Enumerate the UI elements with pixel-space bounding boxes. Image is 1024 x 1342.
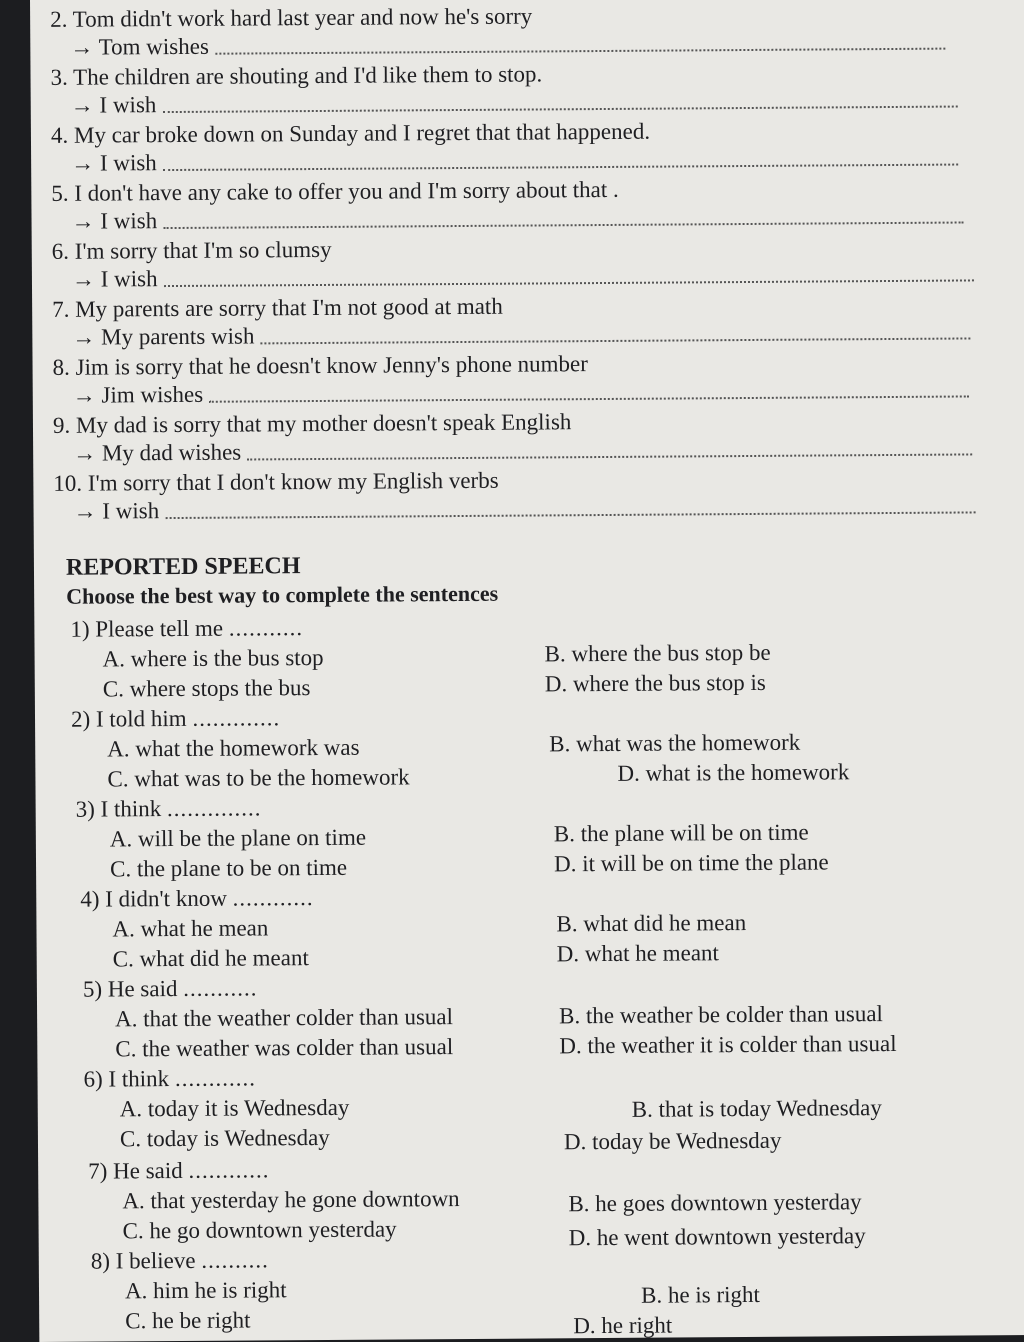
wish-question-6: 6. I'm sorry that I'm so clumsy <box>51 236 332 264</box>
answer-blank[interactable] <box>247 453 972 460</box>
wish-answer-line-6[interactable] <box>72 261 974 290</box>
section-title: REPORTED SPEECH <box>65 553 301 581</box>
option-b[interactable]: B. he goes downtown yesterday <box>568 1189 862 1217</box>
option-a[interactable]: A. today it is Wednesday <box>119 1094 350 1122</box>
wish-question-8: 8. Jim is sorry that he doesn't know Jenny's phone number <box>52 351 588 380</box>
option-a[interactable]: A. where is the bus stop <box>102 644 324 672</box>
wish-prompt: → My parents wish <box>72 323 255 350</box>
answer-blank[interactable] <box>162 106 957 114</box>
mc-question-2 <box>71 706 280 730</box>
wish-answer-line-4[interactable] <box>71 146 958 175</box>
wish-prompt: → I wish <box>70 92 157 118</box>
wish-answer-line-5[interactable] <box>71 203 963 232</box>
option-a[interactable]: A. that the weather colder than usual <box>115 1004 454 1032</box>
option-b[interactable]: B. the plane will be on time <box>553 819 809 847</box>
option-d[interactable]: D. what is the homework <box>617 759 850 786</box>
worksheet-page <box>30 0 1024 1342</box>
wish-question-7: 7. My parents are sorry that I'm not good at math <box>52 293 503 322</box>
mc-question-1 <box>70 616 303 641</box>
answer-blank[interactable] <box>260 337 970 344</box>
option-d[interactable]: D. today be Wednesday <box>563 1127 782 1155</box>
answer-blank[interactable] <box>209 395 969 402</box>
option-b[interactable]: B. where the bus stop be <box>544 639 771 667</box>
option-c[interactable]: C. the plane to be on time <box>109 854 348 882</box>
mc-question-5 <box>83 976 258 1000</box>
wish-prompt: → Jim wishes <box>72 381 204 408</box>
wish-question-9: 9. My dad is sorry that my mother doesn't speak English <box>52 409 572 438</box>
option-d[interactable]: D. the weather it is colder than usual <box>559 1030 897 1059</box>
wish-answer-line-9[interactable] <box>73 435 972 464</box>
option-c[interactable]: C. what did he meant <box>112 945 309 972</box>
wish-answer-line-10[interactable] <box>73 493 975 522</box>
option-a[interactable]: A. what the homework was <box>107 734 360 762</box>
wish-prompt: → My dad wishes <box>73 439 242 466</box>
wish-prompt: → Tom wishes <box>70 33 209 60</box>
mc-question-8 <box>91 1248 269 1272</box>
option-c[interactable]: C. he be right <box>125 1307 251 1334</box>
answer-blank[interactable] <box>163 221 963 229</box>
option-b[interactable]: B. he is right <box>640 1281 760 1308</box>
mc-stem: 2) I told him <box>70 705 187 732</box>
mc-blank: ............. <box>192 705 281 731</box>
option-d[interactable]: D. where the bus stop is <box>544 669 766 697</box>
option-b[interactable]: B. that is today Wednesday <box>631 1095 882 1122</box>
mc-blank: ............ <box>174 1065 256 1092</box>
answer-blank[interactable] <box>163 164 958 172</box>
option-b[interactable]: B. the weather be colder than usual <box>559 1001 883 1029</box>
option-c[interactable]: C. what was to be the homework <box>107 764 410 792</box>
answer-blank[interactable] <box>164 279 974 287</box>
mc-stem: 3) I think <box>75 796 162 822</box>
wish-question-10: 10. I'm sorry that I don't know my English verbs <box>53 467 499 496</box>
option-b[interactable]: B. what was the homework <box>549 729 801 757</box>
mc-blank: ........... <box>183 975 258 1001</box>
mc-blank: .......... <box>201 1247 269 1273</box>
mc-blank: ............ <box>188 1157 270 1183</box>
option-d[interactable]: D. what he meant <box>556 940 719 967</box>
mc-stem: 1) Please tell me <box>70 615 224 642</box>
wish-prompt: → I wish <box>71 266 158 292</box>
mc-question-3 <box>76 796 262 820</box>
wish-question-5: 5. I don't have any cake to offer you and I'm sorry about that . <box>51 176 619 206</box>
wish-question-2: 2. Tom didn't work hard last year and now he's sorry <box>50 3 533 32</box>
option-a[interactable]: A. what he mean <box>112 915 269 942</box>
option-a[interactable]: A. that yesterday he gone downtown <box>122 1186 460 1214</box>
wish-answer-line-7[interactable] <box>72 319 970 348</box>
mc-stem: 5) He said <box>82 975 178 1002</box>
option-d[interactable]: D. he right <box>573 1312 673 1339</box>
mc-blank: ............ <box>232 885 314 911</box>
wish-question-3: 3. The children are shouting and I'd like them to stop. <box>50 61 543 90</box>
option-c[interactable]: C. the weather was colder than usual <box>115 1034 454 1062</box>
wish-prompt: → I wish <box>71 208 158 234</box>
option-c[interactable]: C. today is Wednesday <box>119 1124 330 1152</box>
mc-question-7 <box>88 1158 269 1182</box>
option-c[interactable]: C. where stops the bus <box>102 675 311 702</box>
mc-stem: 8) I believe <box>90 1247 196 1274</box>
wish-prompt: → I wish <box>71 150 157 176</box>
option-c[interactable]: C. he go downtown yesterday <box>122 1216 397 1244</box>
answer-blank[interactable] <box>215 48 945 55</box>
option-a[interactable]: A. will be the plane on time <box>109 824 367 852</box>
option-d[interactable]: D. it will be on time the plane <box>553 849 829 877</box>
mc-blank: .............. <box>166 795 262 822</box>
wish-question-4: 4. My car broke down on Sunday and I regret that that happened. <box>50 118 651 148</box>
mc-question-4 <box>80 886 314 911</box>
option-d[interactable]: D. he went downtown yesterday <box>568 1223 866 1251</box>
section-instruction: Choose the best way to complete the sentences <box>66 580 499 609</box>
wish-answer-line-3[interactable] <box>71 88 958 117</box>
option-b[interactable]: B. what did he mean <box>556 910 747 937</box>
mc-blank: ........... <box>228 615 304 641</box>
mc-question-6 <box>83 1066 256 1090</box>
wish-prompt: → I wish <box>73 498 160 524</box>
mc-stem: 6) I think <box>83 1066 170 1092</box>
answer-blank[interactable] <box>165 511 975 519</box>
wish-answer-line-8[interactable] <box>73 377 969 406</box>
wish-answer-line-2[interactable] <box>70 30 945 59</box>
mc-stem: 7) He said <box>88 1157 183 1184</box>
option-a[interactable]: A. him he is right <box>124 1277 287 1304</box>
mc-stem: 4) I didn't know <box>80 885 227 912</box>
